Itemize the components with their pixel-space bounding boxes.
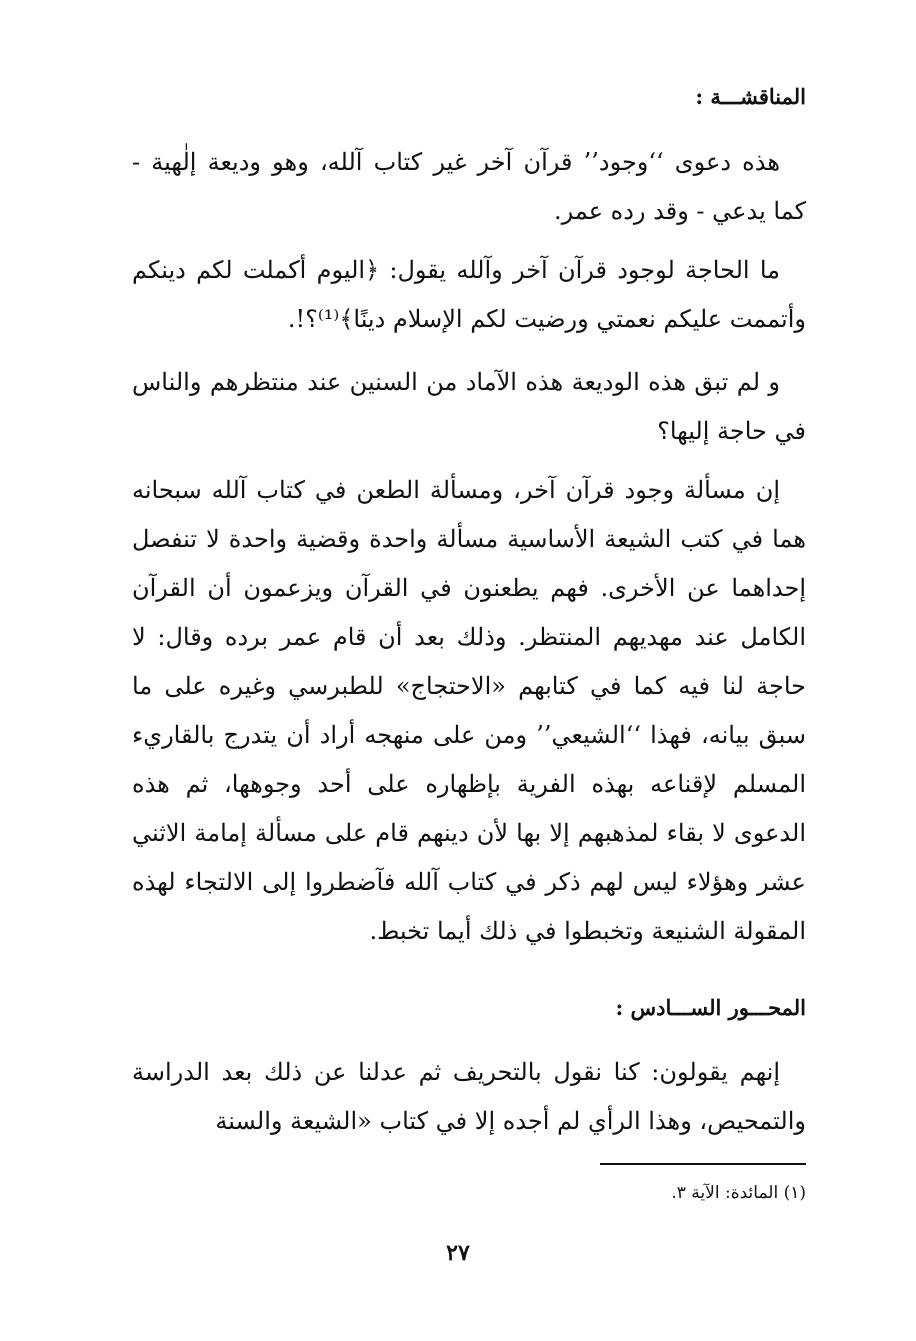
paragraph-deposit-question: و لم تبق هذه الوديعة هذه الآماد من السنين عند منتظرهم والناس في حاجة إليها؟ xyxy=(132,368,806,445)
footnote-divider xyxy=(600,1163,806,1165)
section-heading-sixth-axis: المحـــور الســـادس : xyxy=(615,995,806,1020)
paragraph-main-argument: إن مسألة وجود قرآن آخر، ومسألة الطعن في كتاب آلله سبحانه هما في كتب الشيعة الأساسية مسألة واحدة وقضية واحدة لا تنفصل إحداهما عن الأخرى. فهم يطعنون في القرآن ويزعمون أن القرآن الكامل عند مهديهم المنتظر. وذلك بعد أن قام عمر برده وقال: لا حاجة لنا فيه كما في كتابهم «الاحتجاج» للطبرسي وغيره على ما سبق بيانه، فهذا ‘‘الشيعي’’ ومن على منهجه أراد أن يتدرج بالقاريء المسلم لإقناعه بهذه الفرية بإظهاره على أحد وجوهها، ثم هذه الدعوى لا بقاء لمذهبهم إلا بها لأن دينهم قام على مسألة إمامة الاثني عشر وهؤلاء ليس لهم ذكر في كتاب آلله فآضطروا إلى الالتجاء لهذه المقولة الشنيعة وتخبطوا في ذلك أيما تخبط. xyxy=(132,476,806,945)
paragraph-claim: هذه دعوى ‘‘وجود’’ قرآن آخر غير كتاب آلله، وهو وديعة إلٰهية - كما يدعي - وقد رده عمر. xyxy=(132,148,806,225)
paragraph-quran-verse: ما الحاجة لوجود قرآن آخر وآلله يقول: ﴿اليوم أكملت لكم دينكم وأتممت عليكم نعمتي ورضيت لكم الإسلام دينًا﴾⁽¹⁾؟!. xyxy=(132,256,806,333)
page-number: ٢٧ xyxy=(446,1240,470,1266)
paragraph-sixth-axis: إنهم يقولون: كنا نقول بالتحريف ثم عدلنا عن ذلك بعد الدراسة والتمحيص، وهذا الرأي لم أجده إلا في كتاب «الشيعة والسنة xyxy=(132,1058,806,1135)
section-heading-discussion: المناقشـــة : xyxy=(695,84,806,109)
footnote: (١) المائدة: الآية ٣. xyxy=(671,1183,806,1203)
